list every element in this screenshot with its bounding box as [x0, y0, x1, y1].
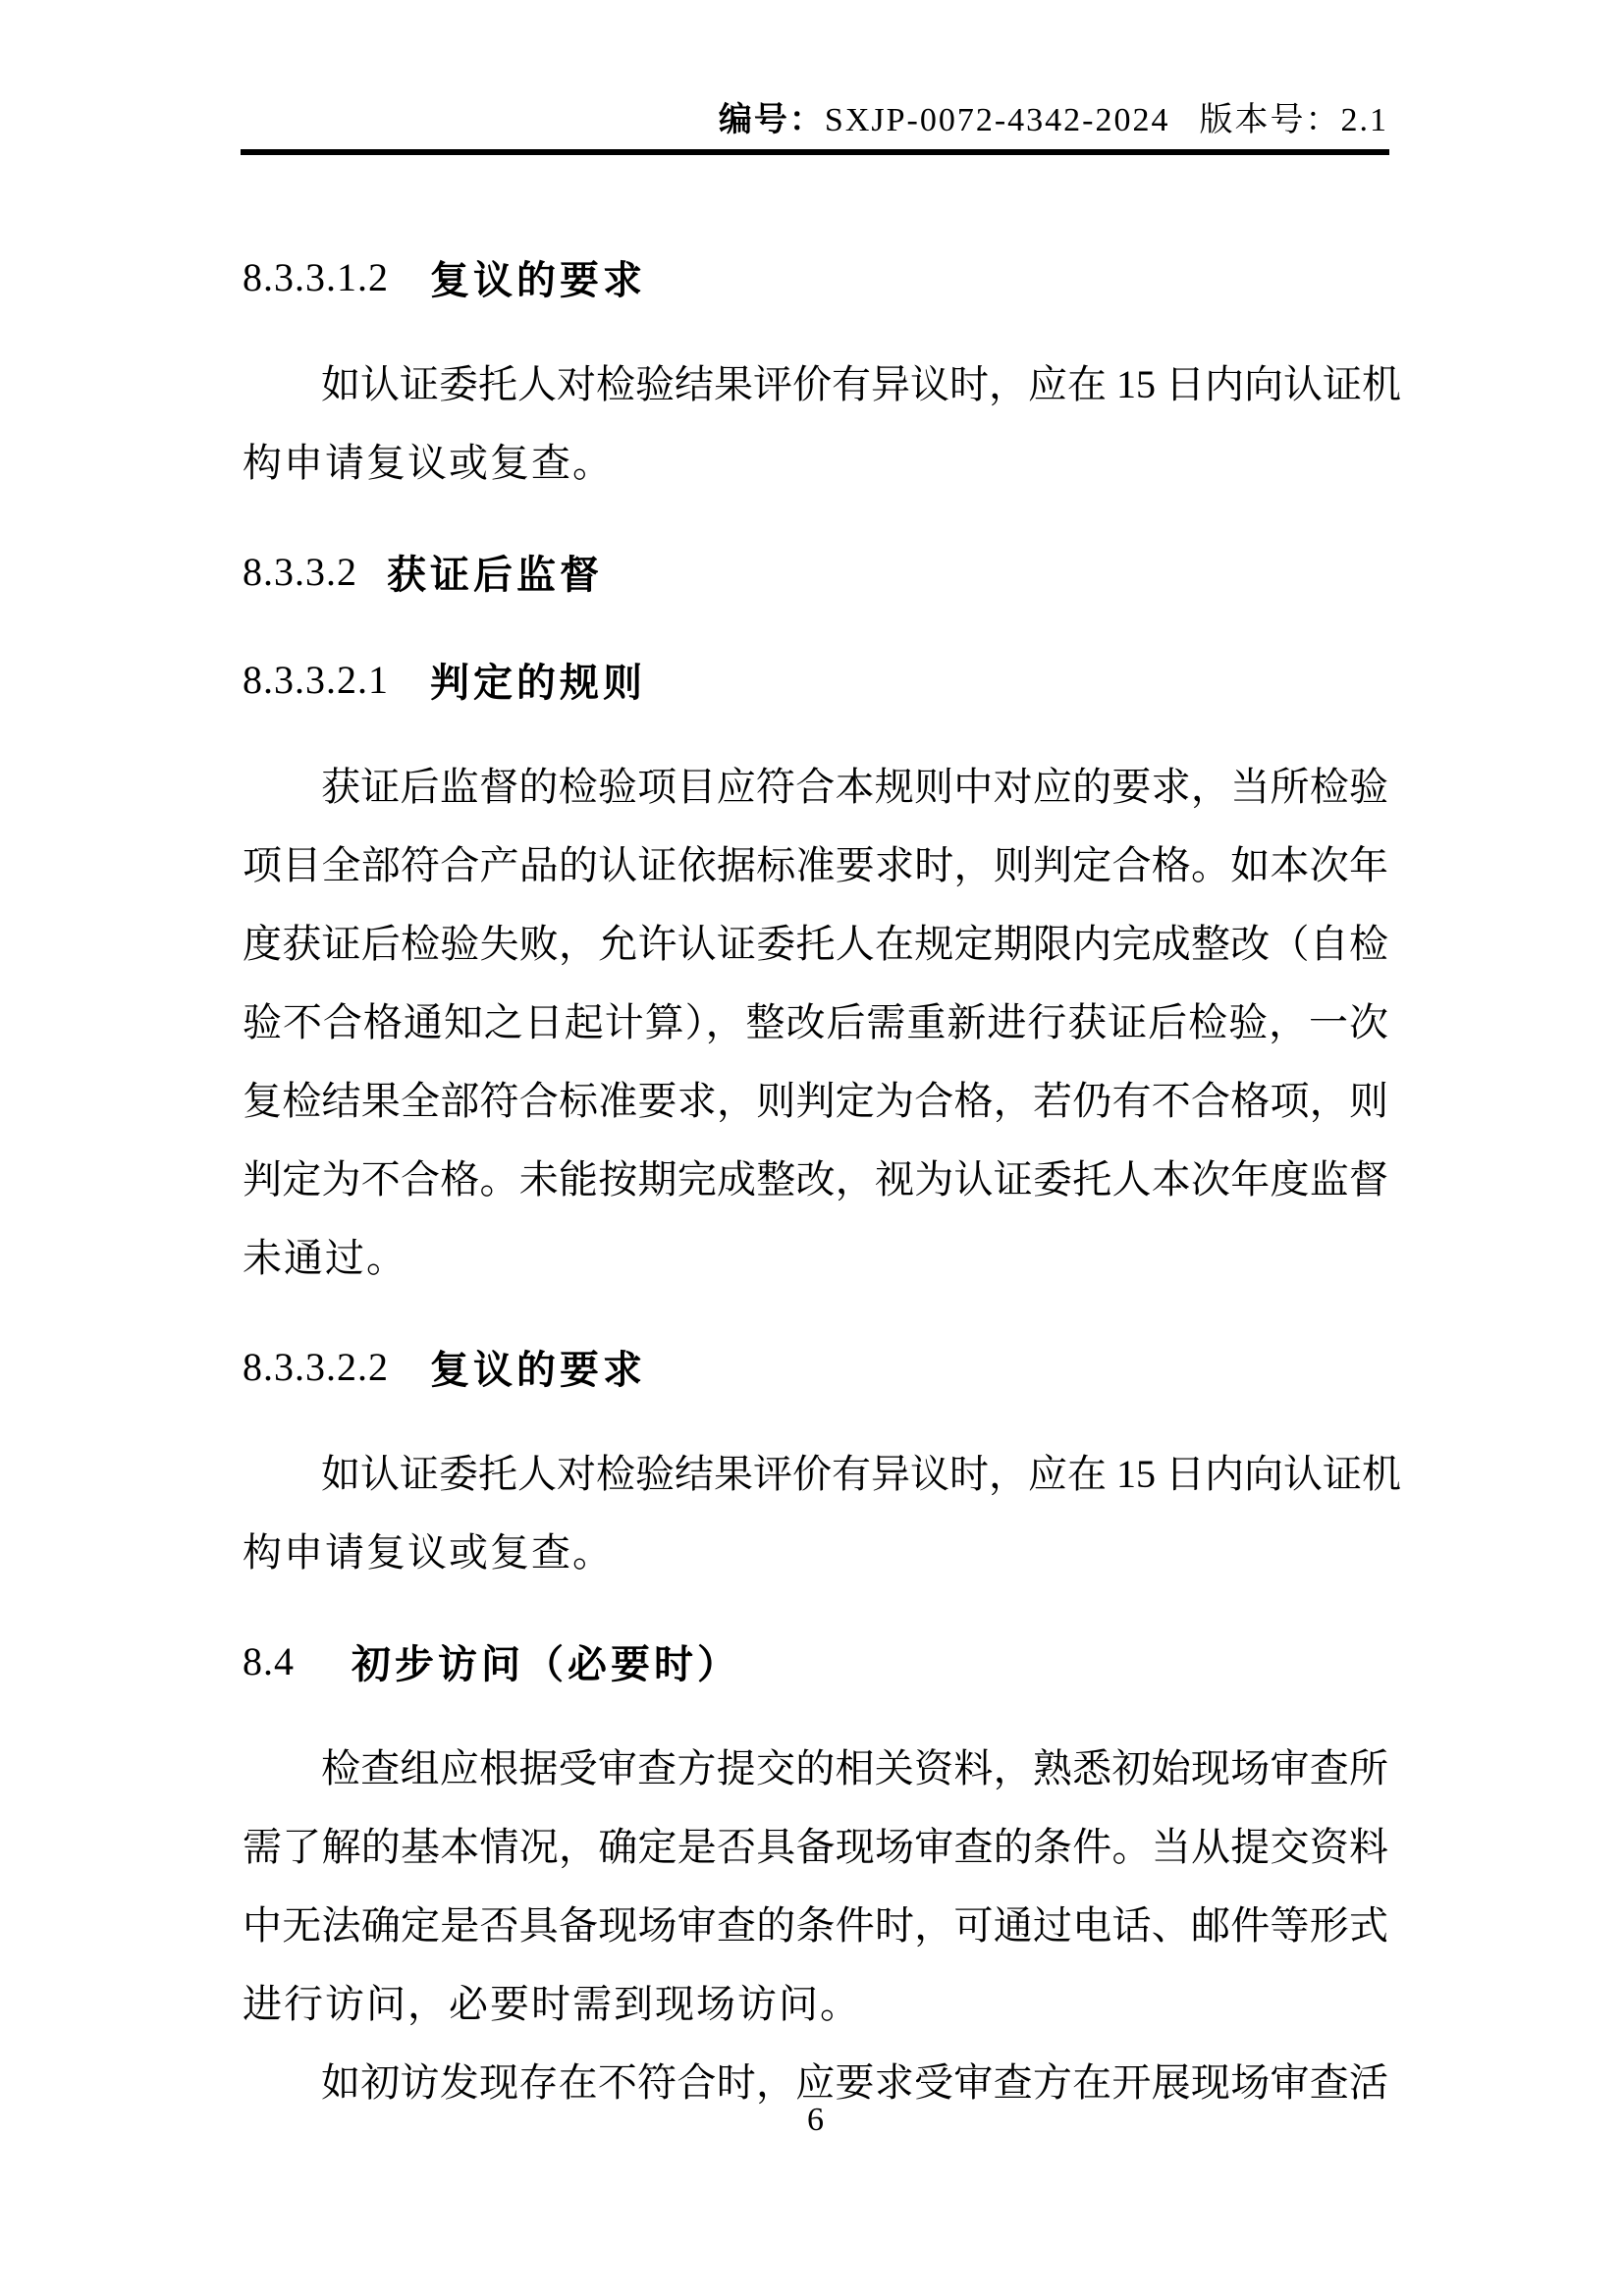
heading-title: 复议的要求: [430, 258, 646, 302]
text-line: 构申请复议或复查。: [243, 1530, 614, 1575]
text-line: 如认证委托人对检验结果评价有异议时，应在 15 日内向认证机: [321, 362, 1401, 406]
doc-number-value: SXJP-0072-4342-2024: [824, 102, 1170, 138]
section-heading-8-3-3-2-2: [243, 1327, 1388, 1406]
heading-number: 8.3.3.2: [243, 549, 357, 594]
heading-title: 判定的规则: [430, 661, 646, 705]
text-line: 如初访发现存在不符合时，应要求受审查方在开展现场审查活: [321, 2060, 1388, 2105]
header-divider-rule: [241, 149, 1389, 155]
text-line: 项目全部符合产品的认证依据标准要求时，则判定合格。如本次年: [243, 843, 1388, 887]
section-heading-8-3-3-1-2: [243, 238, 1388, 316]
paragraph-review-request-2: [243, 1435, 1401, 1592]
paragraph-judgment-rules: [243, 748, 1388, 1298]
text-line: 需了解的基本情况，确定是否具备现场审查的条件。当从提交资料: [243, 1825, 1388, 1869]
heading-number: 8.3.3.2.2: [243, 1344, 389, 1389]
text-line: 判定为不合格。未能按期完成整改，视为认证委托人本次年度监督: [243, 1157, 1388, 1201]
section-heading-8-3-3-2: [243, 532, 1388, 611]
heading-title: 获证后监督: [387, 553, 603, 597]
text-line: 进行访问，必要时需到现场访问。: [243, 1982, 861, 2026]
heading-number: 8.4: [243, 1638, 295, 1683]
heading-title: 初步访问（必要时）: [352, 1642, 740, 1686]
text-line: 验不合格通知之日起计算），整改后需重新进行获证后检验，一次: [243, 1000, 1388, 1044]
text-line: 如认证委托人对检验结果评价有异议时，应在 15 日内向认证机: [321, 1452, 1401, 1496]
text-line: 检查组应根据受审查方提交的相关资料，熟悉初始现场审查所: [321, 1746, 1388, 1790]
heading-number: 8.3.3.2.1: [243, 657, 389, 702]
text-line: 构申请复议或复查。: [243, 441, 614, 485]
paragraph-preliminary-visit: [243, 1730, 1388, 2044]
version-label: 版本号：: [1199, 102, 1341, 138]
page-number: 6: [807, 2102, 824, 2138]
document-body: [243, 208, 1401, 2122]
text-line: 未通过。: [243, 1236, 407, 1280]
heading-number: 8.3.3.1.2: [243, 254, 389, 299]
version-value: 2.1: [1340, 102, 1388, 138]
doc-number-label: 编号：: [718, 102, 825, 138]
paragraph-review-request-1: [243, 346, 1401, 503]
text-line: 度获证后检验失败，允许认证委托人在规定期限内完成整改（自检: [243, 922, 1388, 966]
heading-title: 复议的要求: [430, 1348, 646, 1392]
text-line: 获证后监督的检验项目应符合本规则中对应的要求，当所检验: [321, 765, 1388, 809]
text-line: 复检结果全部符合标准要求，则判定为合格，若仍有不合格项，则: [243, 1079, 1388, 1123]
page-header: [243, 98, 1388, 143]
section-heading-8-3-3-2-1: [243, 640, 1388, 719]
section-heading-8-4: [243, 1622, 1388, 1700]
text-line: 中无法确定是否具备现场审查的条件时，可通过电话、邮件等形式: [243, 1903, 1388, 1948]
